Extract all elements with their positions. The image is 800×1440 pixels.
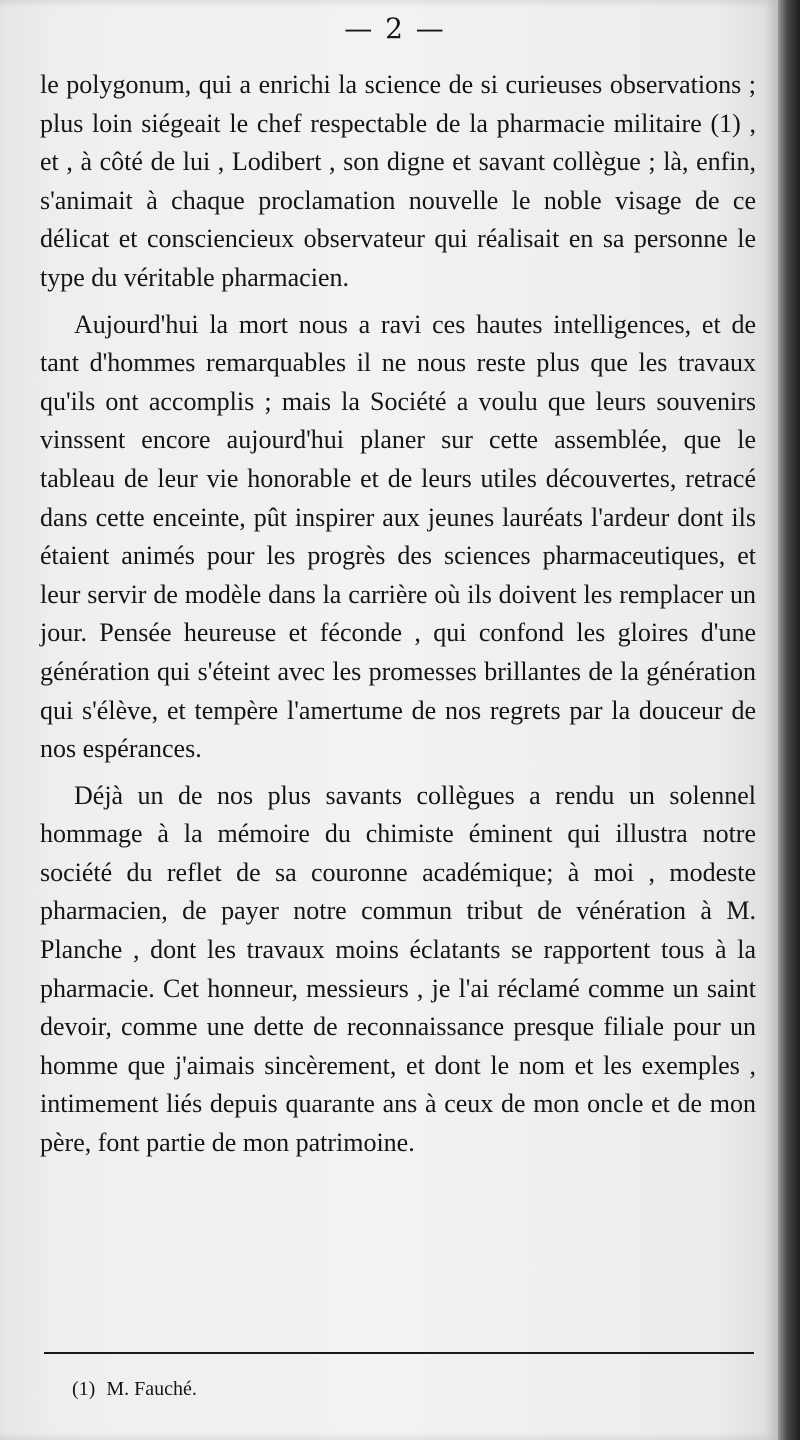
footnote-rule bbox=[44, 1352, 754, 1354]
footnote bbox=[72, 1378, 197, 1401]
body-text bbox=[40, 66, 756, 1163]
paragraph-1: le polygonum, qui a enrichi la science de si curieuses observations ; plus loin siégeait le chef respectable de la pharmacie militaire (1) , et , à côté de lui , Lodibert , son digne et savant collègue ; là, enfin, s'animait à chaque proclamation nouvelle le noble visage de ce délicat et consciencieux observateur qui réalisait en sa personne le type du véritable pharmacien. bbox=[40, 70, 756, 292]
page-edge-shadow bbox=[778, 0, 800, 1440]
page-number: — 2 — bbox=[344, 12, 446, 45]
paragraph-2: Aujourd'hui la mort nous a ravi ces hautes intelligences, et de tant d'hommes remarquables il ne nous reste plus que les travaux qu'ils ont accomplis ; mais la Société a voulu que leurs souvenirs vinssent encore aujourd'hui planer sur cette assemblée, que le tableau de leur vie honorable et de leurs utiles découvertes, retracé dans cette enceinte, pût inspirer aux jeunes lauréats l'ardeur dont ils étaient animés pour les progrès des sciences pharmaceutiques, et leur servir de modèle dans la carrière où ils doivent les remplacer un jour. Pensée heureuse et féconde , qui confond les gloires d'une génération qui s'éteint avec les promesses brillantes de la génération qui s'élève, et tempère l'amertume de nos regrets par la douceur de nos espérances. bbox=[40, 309, 756, 764]
footnote-text: M. Fauché. bbox=[106, 1378, 197, 1400]
footnote-marker: (1) bbox=[72, 1378, 96, 1400]
paragraph-3: Déjà un de nos plus savants collègues a rendu un solennel hommage à la mémoire du chimiste éminent qui illustra notre société du reflet de sa couronne académique; à moi , modeste pharmacien, de payer notre commun tribut de vénération à M. Planche , dont les travaux moins éclatants se rapportent tous à la pharmacie. Cet honneur, messieurs , je l'ai réclamé comme un saint devoir, comme une dette de reconnaissance presque filiale pour un homme que j'aimais sincèrement, et dont le nom et les exemples , intimement liés depuis quarante ans à ceux de mon oncle et de mon père, font partie de mon patrimoine. bbox=[40, 780, 756, 1158]
